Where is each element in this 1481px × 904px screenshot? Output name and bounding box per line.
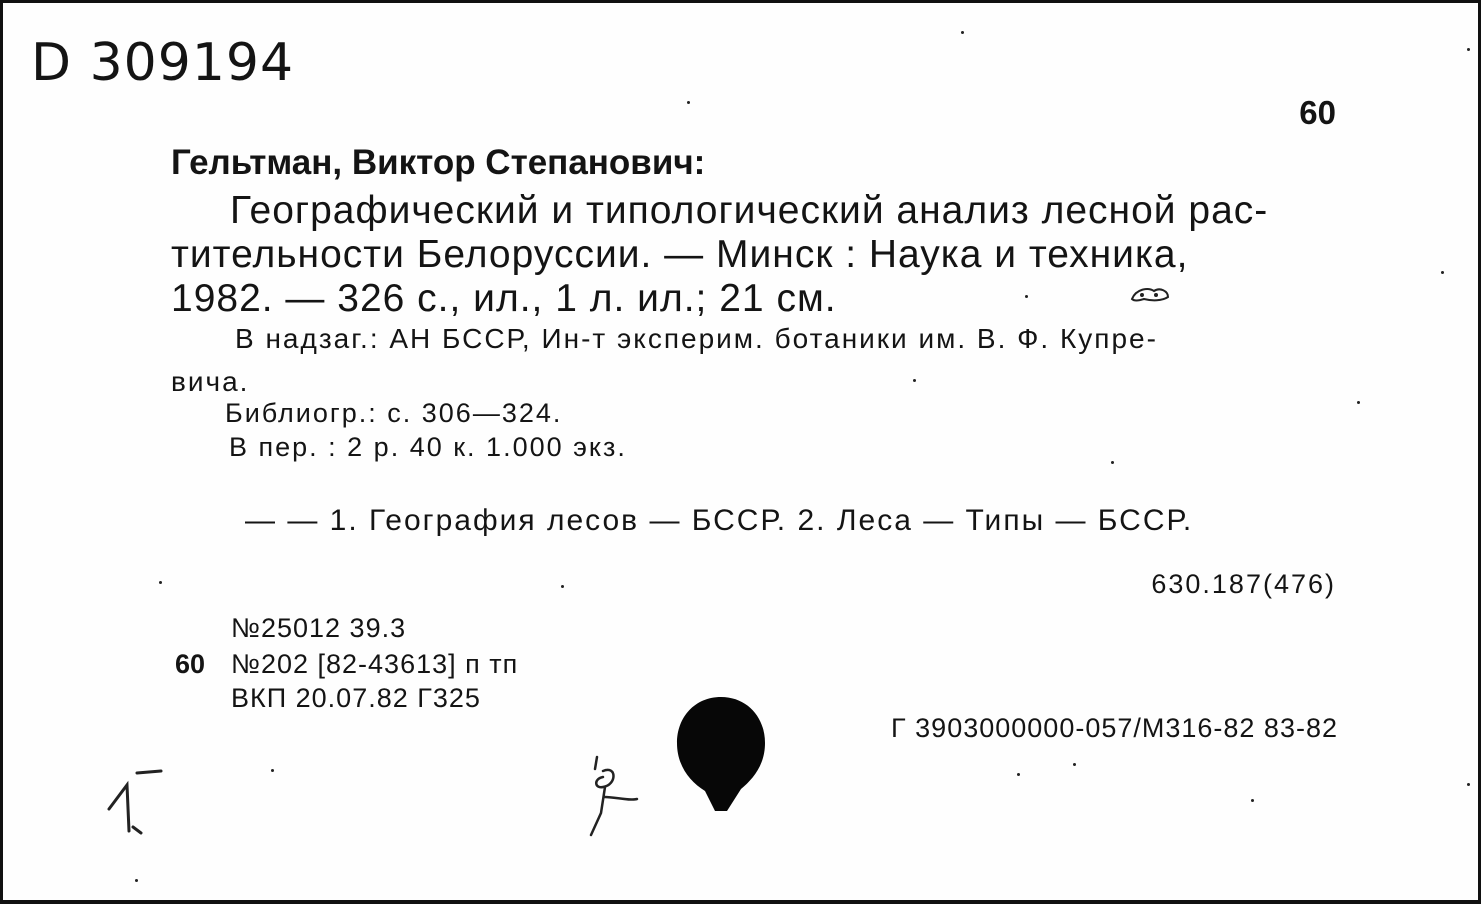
accession-line-2-prefix: 60 — [175, 649, 206, 679]
author-heading: Гельтман, Виктор Степанович: — [171, 143, 706, 182]
title-line-2: тительности Белоруссии. — Минск : Наука и техника, — [171, 233, 1189, 276]
publisher-code: Г 3903000000-057/М316-82 83-82 — [891, 713, 1338, 743]
speck — [271, 769, 274, 772]
title-line-3: 1982. — 326 с., ил., 1 л. ил.; 21 см. — [171, 277, 837, 320]
speck — [1467, 783, 1470, 786]
speck — [1357, 401, 1360, 404]
punch-hole — [675, 693, 767, 813]
speck — [1073, 763, 1076, 766]
speck — [687, 101, 690, 104]
note-line-1: В надзаг.: АН БССР, Ин-т эксперим. ботаники им. В. Ф. Купре- — [235, 323, 1158, 354]
price-note: В пер. : 2 р. 40 к. 1.000 экз. — [229, 432, 627, 462]
subject-headings: — — 1. География лесов — БССР. 2. Леса — Типы — БССР. — [245, 504, 1194, 537]
handwritten-initial-icon — [581, 751, 643, 839]
note-line-2: вича. — [171, 366, 250, 397]
speck — [135, 879, 138, 882]
speck — [913, 379, 916, 382]
handwritten-mark-icon — [103, 761, 173, 836]
small-stamp-icon — [1128, 283, 1173, 305]
speck — [1017, 773, 1020, 776]
accession-line-2: №202 [82-43613] п тп — [231, 649, 519, 679]
speck — [1441, 271, 1444, 274]
speck — [1111, 461, 1114, 464]
speck — [1467, 48, 1470, 51]
call-number: D 309194 — [31, 33, 295, 93]
speck — [159, 581, 162, 584]
accession-line-1: №25012 39.3 — [231, 613, 407, 643]
udc-number: 630.187(476) — [1151, 569, 1336, 599]
speck — [561, 585, 564, 588]
title-line-1: Географический и типологический анализ лесной рас- — [230, 189, 1269, 232]
shelf-mark: 60 — [1299, 94, 1336, 131]
accession-line-3: ВКП 20.07.82 Г325 — [231, 683, 481, 713]
speck — [1025, 295, 1028, 298]
speck — [1251, 799, 1254, 802]
speck — [961, 31, 964, 34]
bibliography-note: Библиогр.: с. 306—324. — [225, 398, 563, 428]
